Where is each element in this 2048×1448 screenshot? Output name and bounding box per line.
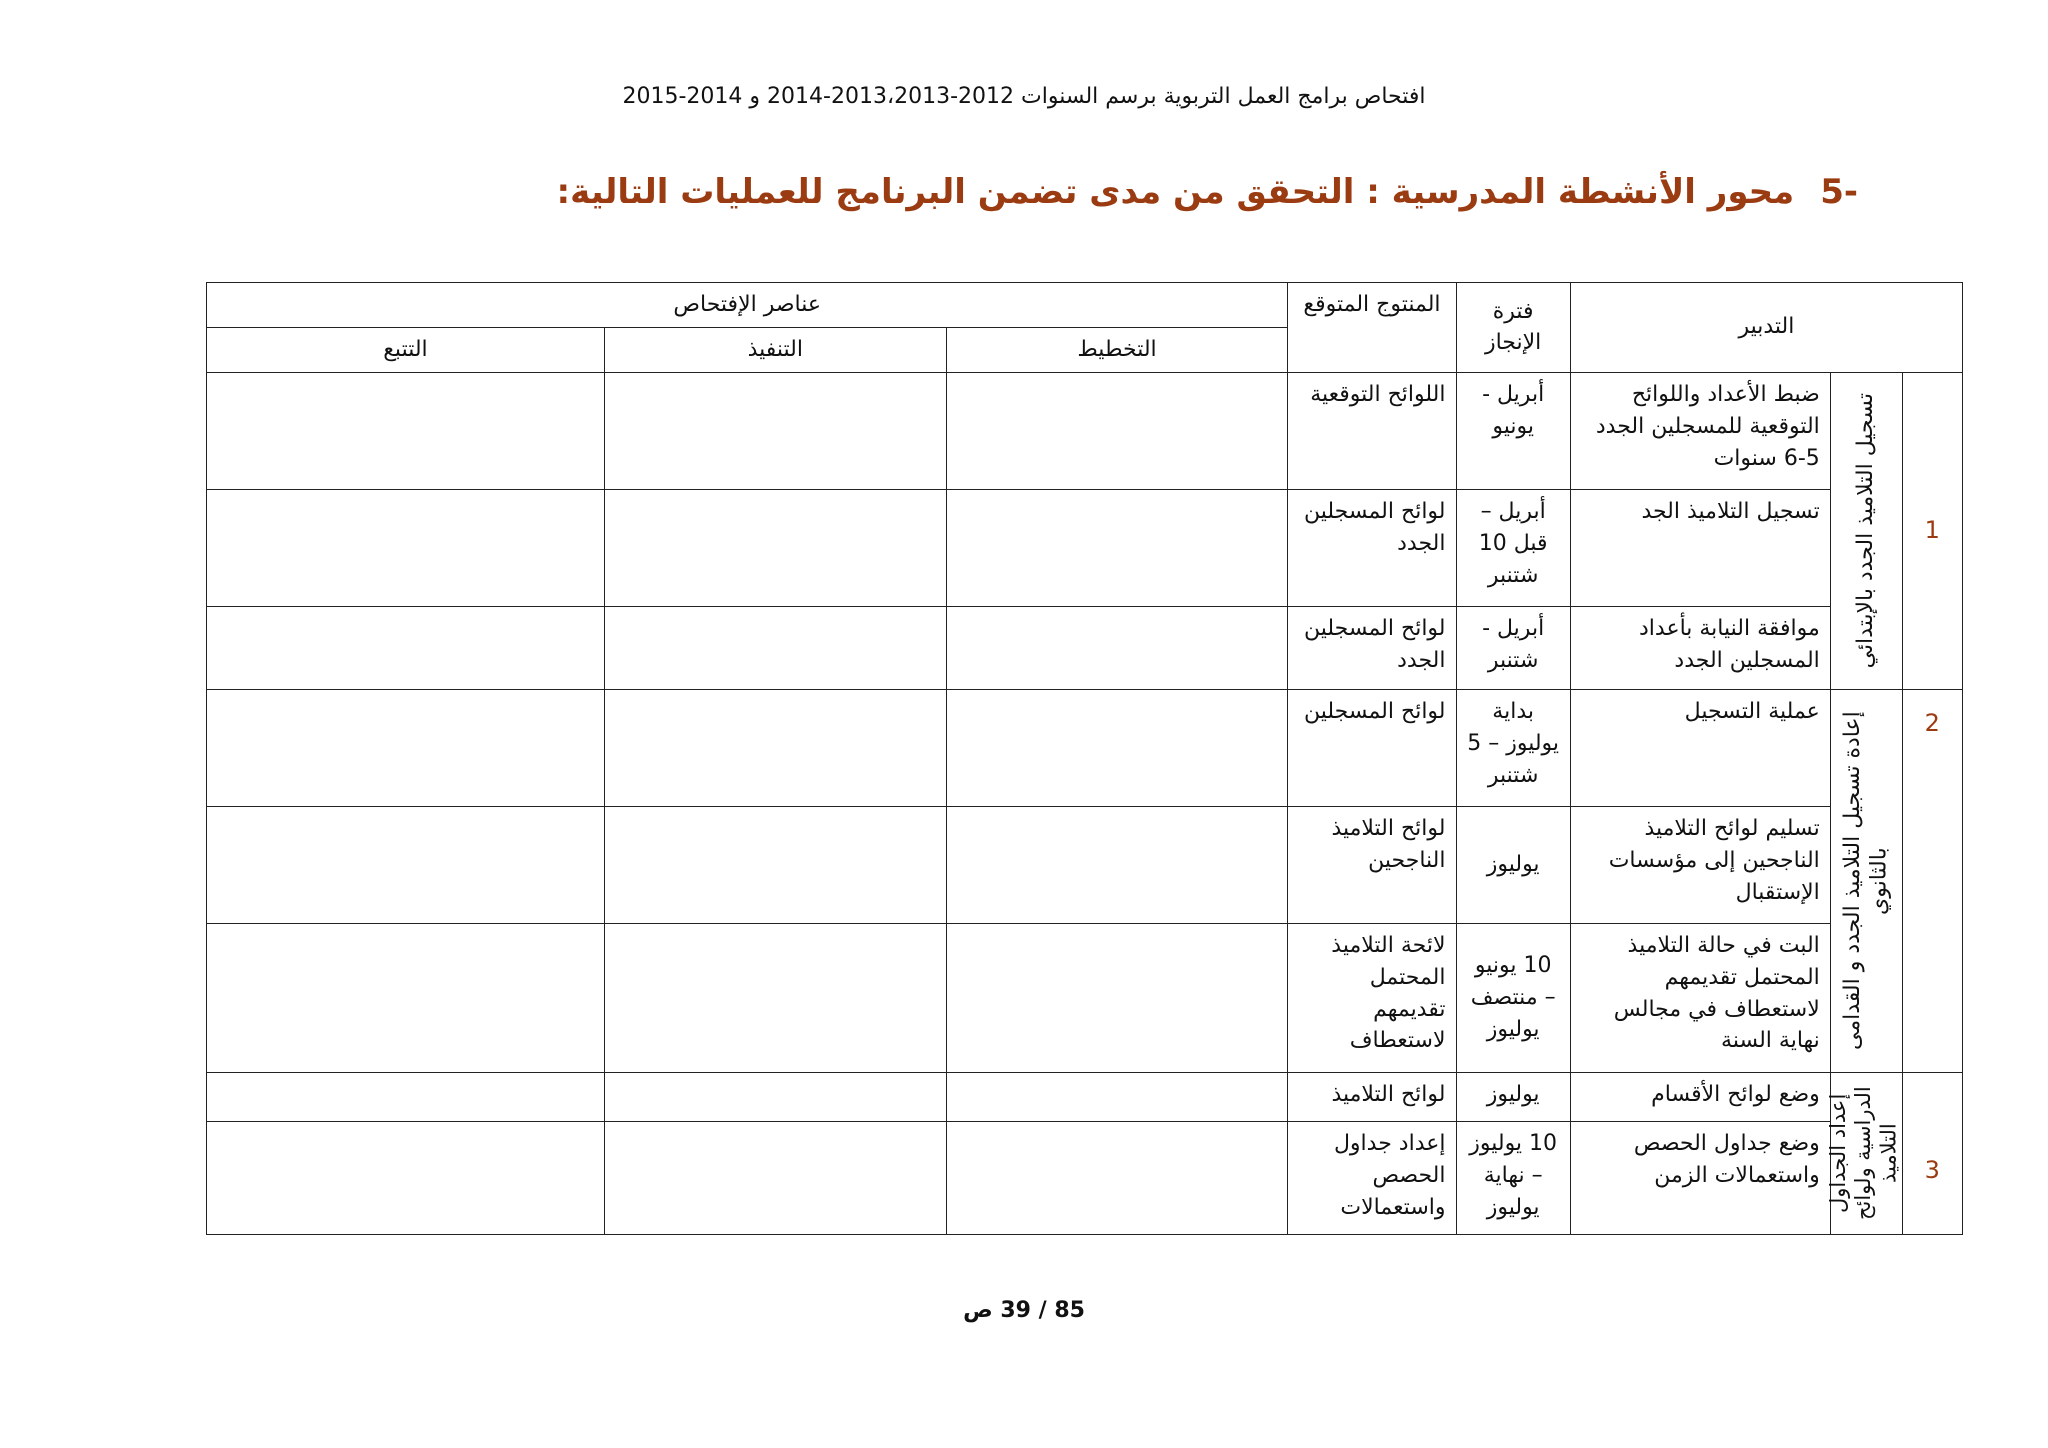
measure-cell: البت في حالة التلاميذ المحتمل تقديمهم لاستعطاف في مجالس نهاية السنة <box>1570 923 1830 1072</box>
period-cell: أبريل – قبل 10 شتنبر <box>1456 489 1570 606</box>
output-cell: لائحة التلاميذ المحتمل تقديمهم لاستعطاف <box>1288 923 1456 1072</box>
table-row <box>207 372 1963 489</box>
operation-number: 2 <box>1902 689 1963 1072</box>
plan-cell <box>946 689 1288 806</box>
operation-label: إعادة تسجيل التلاميذ الجدد و القدامى بالثانوي <box>1839 711 1892 1051</box>
operation-cell <box>1830 689 1902 1072</box>
plan-cell <box>946 923 1288 1072</box>
header-period: فترة الإنجاز <box>1456 283 1570 373</box>
page-number: 85 / 39 ص <box>963 1298 1085 1323</box>
exec-cell <box>604 606 946 689</box>
period-cell: يوليوز <box>1456 1072 1570 1121</box>
operation-label: إعداد الجداول الدراسية ولوائح التلاميذ <box>1825 1086 1901 1221</box>
header-measure: التدبير <box>1570 283 1962 373</box>
period-cell: يوليوز <box>1456 806 1570 923</box>
track-cell <box>207 923 605 1072</box>
output-cell: اللوائح التوقعية <box>1288 372 1456 489</box>
period-cell: 10 يونيو – منتصف يوليوز <box>1456 923 1570 1072</box>
table-row <box>207 806 1963 923</box>
exec-cell <box>604 689 946 806</box>
exec-cell <box>604 1072 946 1121</box>
measure-cell: وضع جداول الحصص واستعمالات الزمن <box>1570 1121 1830 1234</box>
exec-cell <box>604 1121 946 1234</box>
output-cell: لوائح التلاميذ الناجحين <box>1288 806 1456 923</box>
table-row <box>207 1072 1963 1121</box>
header-plan: التخطيط <box>946 327 1288 372</box>
header-exec: التنفيذ <box>604 327 946 372</box>
operation-cell <box>1830 372 1902 689</box>
operation-label: تسجيل التلاميذ الجدد بالإبتدائي <box>1852 393 1878 669</box>
table-row <box>207 1121 1963 1234</box>
output-cell: إعداد جداول الحصص واستعمالات <box>1288 1121 1456 1234</box>
exec-cell <box>604 923 946 1072</box>
track-cell <box>207 689 605 806</box>
table-row <box>207 689 1963 806</box>
plan-cell <box>946 372 1288 489</box>
period-cell: أبريل - يونيو <box>1456 372 1570 489</box>
output-cell: لوائح التلاميذ <box>1288 1072 1456 1121</box>
measure-cell: تسليم لوائح التلاميذ الناجحين إلى مؤسسات الإستقبال <box>1570 806 1830 923</box>
output-cell: لوائح المسجلين <box>1288 689 1456 806</box>
plan-cell <box>946 489 1288 606</box>
output-cell: لوائح المسجلين الجدد <box>1288 489 1456 606</box>
header-output: المنتوج المتوقع <box>1288 283 1456 373</box>
track-cell <box>207 1121 605 1234</box>
measure-cell: موافقة النيابة بأعداد المسجلين الجدد <box>1570 606 1830 689</box>
operation-cell <box>1825 1072 1902 1234</box>
exec-cell <box>604 372 946 489</box>
audit-table <box>206 282 1963 1235</box>
period-cell: أبريل - شتنبر <box>1456 606 1570 689</box>
running-header: افتحاص برامج العمل التربوية برسم السنوات 2012-2013،2013-2014 و 2014-2015 <box>622 84 1426 109</box>
section-number: -5 <box>1820 172 1858 212</box>
period-cell: بداية يوليوز – 5 شتنبر <box>1456 689 1570 806</box>
table-row <box>207 489 1963 606</box>
track-cell <box>207 489 605 606</box>
output-cell: لوائح المسجلين الجدد <box>1288 606 1456 689</box>
measure-cell: ضبط الأعداد واللوائح التوقعية للمسجلين الجدد 5-6 سنوات <box>1570 372 1830 489</box>
track-cell <box>207 1072 605 1121</box>
plan-cell <box>946 806 1288 923</box>
measure-cell: عملية التسجيل <box>1570 689 1830 806</box>
exec-cell <box>604 489 946 606</box>
operation-number: 3 <box>1902 1072 1963 1234</box>
plan-cell <box>946 606 1288 689</box>
section-title-text: محور الأنشطة المدرسية : التحقق من مدى تضمن البرنامج للعمليات التالية: <box>556 172 1795 212</box>
track-cell <box>207 372 605 489</box>
measure-cell: تسجيل التلاميذ الجد <box>1570 489 1830 606</box>
table-row <box>207 606 1963 689</box>
header-row-1 <box>207 283 1963 328</box>
section-title <box>556 172 1858 212</box>
operation-number: 1 <box>1902 372 1963 689</box>
measure-cell: وضع لوائح الأقسام <box>1570 1072 1830 1121</box>
track-cell <box>207 606 605 689</box>
header-track: التتبع <box>207 327 605 372</box>
header-audit: عناصر الإفتحاص <box>207 283 1288 328</box>
period-cell: 10 يوليوز – نهاية يوليوز <box>1456 1121 1570 1234</box>
plan-cell <box>946 1072 1288 1121</box>
table-row <box>207 923 1963 1072</box>
exec-cell <box>604 806 946 923</box>
plan-cell <box>946 1121 1288 1234</box>
track-cell <box>207 806 605 923</box>
